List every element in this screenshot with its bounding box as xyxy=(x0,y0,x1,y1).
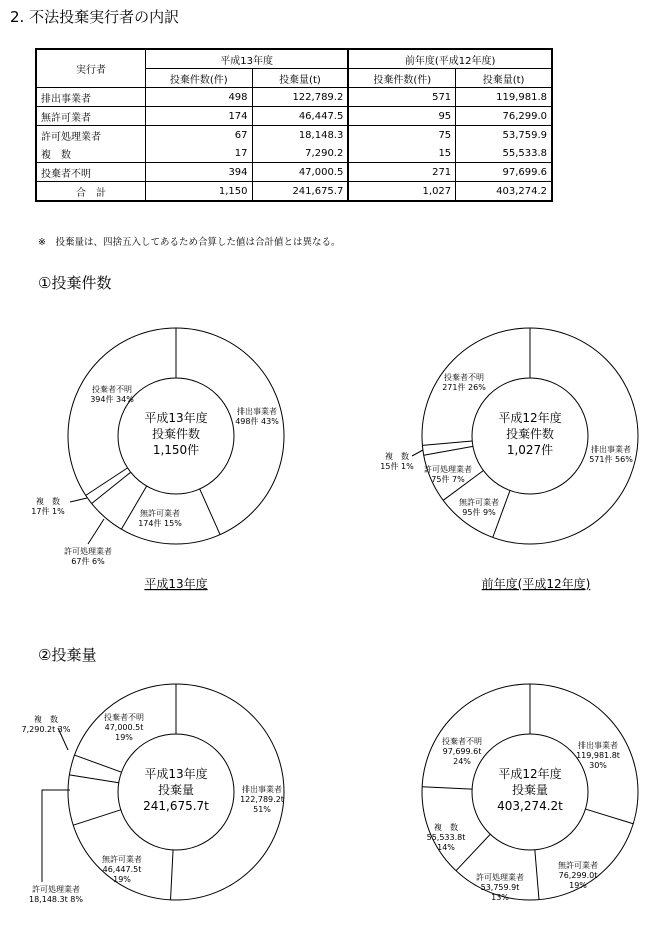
center-label-1: 平成13年度 xyxy=(144,411,208,425)
slice-label: 排出事業者 xyxy=(591,445,631,454)
slice-label: 投棄者不明 xyxy=(92,385,132,394)
slice-label: 13% xyxy=(491,893,509,902)
leader-line xyxy=(70,498,87,502)
slice-label: 複 数 xyxy=(34,715,58,724)
slice-label: 122,789.2t xyxy=(240,795,284,804)
cell: 53,759.9 xyxy=(456,126,552,145)
slice-label: 498件 43% xyxy=(235,417,279,426)
slice-label: 排出事業者 xyxy=(242,785,282,794)
center-label-1: 平成12年度 xyxy=(498,411,562,425)
slice-label: 無許可業者 xyxy=(459,498,499,507)
donut-chart-3 xyxy=(22,684,284,904)
cell: 47,000.5 xyxy=(252,163,348,182)
header-amount: 投棄量(t) xyxy=(252,69,348,88)
cell: 1,150 xyxy=(146,182,253,202)
row-label: 排出事業者 xyxy=(36,88,146,107)
row-label: 複 数 xyxy=(36,144,146,163)
cell: 55,533.8 xyxy=(456,144,552,163)
slice-label: 投棄者不明 xyxy=(444,373,484,382)
page-title: 2. 不法投棄実行者の内訳 xyxy=(10,8,180,26)
cell: 46,447.5 xyxy=(252,107,348,126)
row-label: 合 計 xyxy=(36,182,146,202)
slice-label: 67件 6% xyxy=(71,557,105,566)
slice-label: 174件 15% xyxy=(138,519,182,528)
cell: 67 xyxy=(146,126,253,145)
slice-label: 53,759.9t xyxy=(480,883,520,892)
slice-label: 排出事業者 xyxy=(237,407,277,416)
cell: 75 xyxy=(348,126,455,145)
cell: 18,148.3 xyxy=(252,126,348,145)
slice-label: 55,533.8t xyxy=(426,833,466,842)
cell: 571 xyxy=(348,88,455,107)
slice-label: 14% xyxy=(437,843,455,852)
slice-label: 複 数 xyxy=(434,823,458,832)
cell: 271 xyxy=(348,163,455,182)
center-label-2: 投棄量 xyxy=(511,783,549,797)
section-heading-count: ①投棄件数 xyxy=(38,274,112,292)
row-label: 無許可業者 xyxy=(36,107,146,126)
slice-label: 76,299.0t xyxy=(558,871,598,880)
slice-label: 46,447.5t xyxy=(102,865,142,874)
slice-label: 15件 1% xyxy=(380,462,414,471)
header-amount-prev: 投棄量(t) xyxy=(456,69,552,88)
slice-label: 許可処理業者 xyxy=(476,873,524,882)
header-prev-year: 前年度(平成12年度) xyxy=(348,49,552,69)
cell: 119,981.8 xyxy=(456,88,552,107)
leader-line xyxy=(42,790,70,882)
center-label-2: 投棄量 xyxy=(157,783,195,797)
leader-line xyxy=(412,450,423,456)
slice-label: 95件 9% xyxy=(462,508,496,517)
slice-label: 51% xyxy=(253,805,271,814)
cell: 17 xyxy=(146,144,253,163)
center-label-3: 1,027件 xyxy=(506,443,554,457)
cell: 122,789.2 xyxy=(252,88,348,107)
slice-label: 119,981.8t xyxy=(576,751,620,760)
slice-label: 複 数 xyxy=(36,497,60,506)
leader-line xyxy=(88,519,104,544)
cell: 7,290.2 xyxy=(252,144,348,163)
slice-label: 24% xyxy=(453,757,471,766)
cell: 76,299.0 xyxy=(456,107,552,126)
donut-chart-4 xyxy=(422,684,638,902)
cell: 241,675.7 xyxy=(252,182,348,202)
cell: 95 xyxy=(348,107,455,126)
slice-label: 無許可業者 xyxy=(140,509,180,518)
slice-label: 投棄者不明 xyxy=(442,737,482,746)
caption-right: 前年度(平成12年度) xyxy=(481,577,591,591)
center-label-2: 投棄件数 xyxy=(151,427,201,441)
slice-label: 271件 26% xyxy=(442,383,486,392)
row-label: 許可処理業者 xyxy=(36,126,146,145)
center-label-1: 平成13年度 xyxy=(144,767,208,781)
cell: 1,027 xyxy=(348,182,455,202)
caption-left: 平成13年度 xyxy=(144,577,208,591)
center-label-3: 403,274.2t xyxy=(497,799,563,813)
table-note: ※ 投棄量は、四捨五入してあるため合算した値は合計値とは異なる。 xyxy=(38,237,341,248)
header-actor: 実行者 xyxy=(36,49,146,88)
slice-label: 無許可業者 xyxy=(558,861,598,870)
section-heading-amount: ②投棄量 xyxy=(38,646,97,664)
row-label: 投棄者不明 xyxy=(36,163,146,182)
slice-label: 投棄者不明 xyxy=(104,713,144,722)
cell: 394 xyxy=(146,163,253,182)
slice-label: 47,000.5t xyxy=(104,723,144,732)
cell: 174 xyxy=(146,107,253,126)
header-current-year: 平成13年度 xyxy=(146,49,349,69)
donut-chart-2 xyxy=(380,328,638,544)
slice-label: 排出事業者 xyxy=(578,741,618,750)
slice-label: 許可処理業者 xyxy=(64,547,112,556)
slice-label: 無許可業者 xyxy=(102,855,142,864)
slice-label: 許可処理業者 xyxy=(424,465,472,474)
slice-label: 571件 56% xyxy=(589,455,633,464)
center-label-3: 241,675.7t xyxy=(143,799,209,813)
slice-label: 18,148.3t 8% xyxy=(29,895,83,904)
cell: 15 xyxy=(348,144,455,163)
slice-label: 19% xyxy=(569,881,587,890)
slice-label: 17件 1% xyxy=(31,507,65,516)
slice-label: 19% xyxy=(115,733,133,742)
center-label-3: 1,150件 xyxy=(152,443,200,457)
slice-label: 75件 7% xyxy=(431,475,465,484)
donut-chart-1 xyxy=(31,328,284,566)
cell: 498 xyxy=(146,88,253,107)
cell: 97,699.6 xyxy=(456,163,552,182)
center-label-2: 投棄件数 xyxy=(505,427,555,441)
slice-label: 30% xyxy=(589,761,607,770)
slice-label: 19% xyxy=(113,875,131,884)
cell: 403,274.2 xyxy=(456,182,552,202)
center-label-1: 平成12年度 xyxy=(498,767,562,781)
slice-label: 97,699.6t xyxy=(442,747,482,756)
header-count: 投棄件数(件) xyxy=(146,69,253,88)
header-count-prev: 投棄件数(件) xyxy=(348,69,455,88)
slice-label: 許可処理業者 xyxy=(32,885,80,894)
slice-label: 394件 34% xyxy=(90,395,134,404)
slice-label: 複 数 xyxy=(385,452,409,461)
slice-label: 7,290.2t 3% xyxy=(21,725,71,734)
